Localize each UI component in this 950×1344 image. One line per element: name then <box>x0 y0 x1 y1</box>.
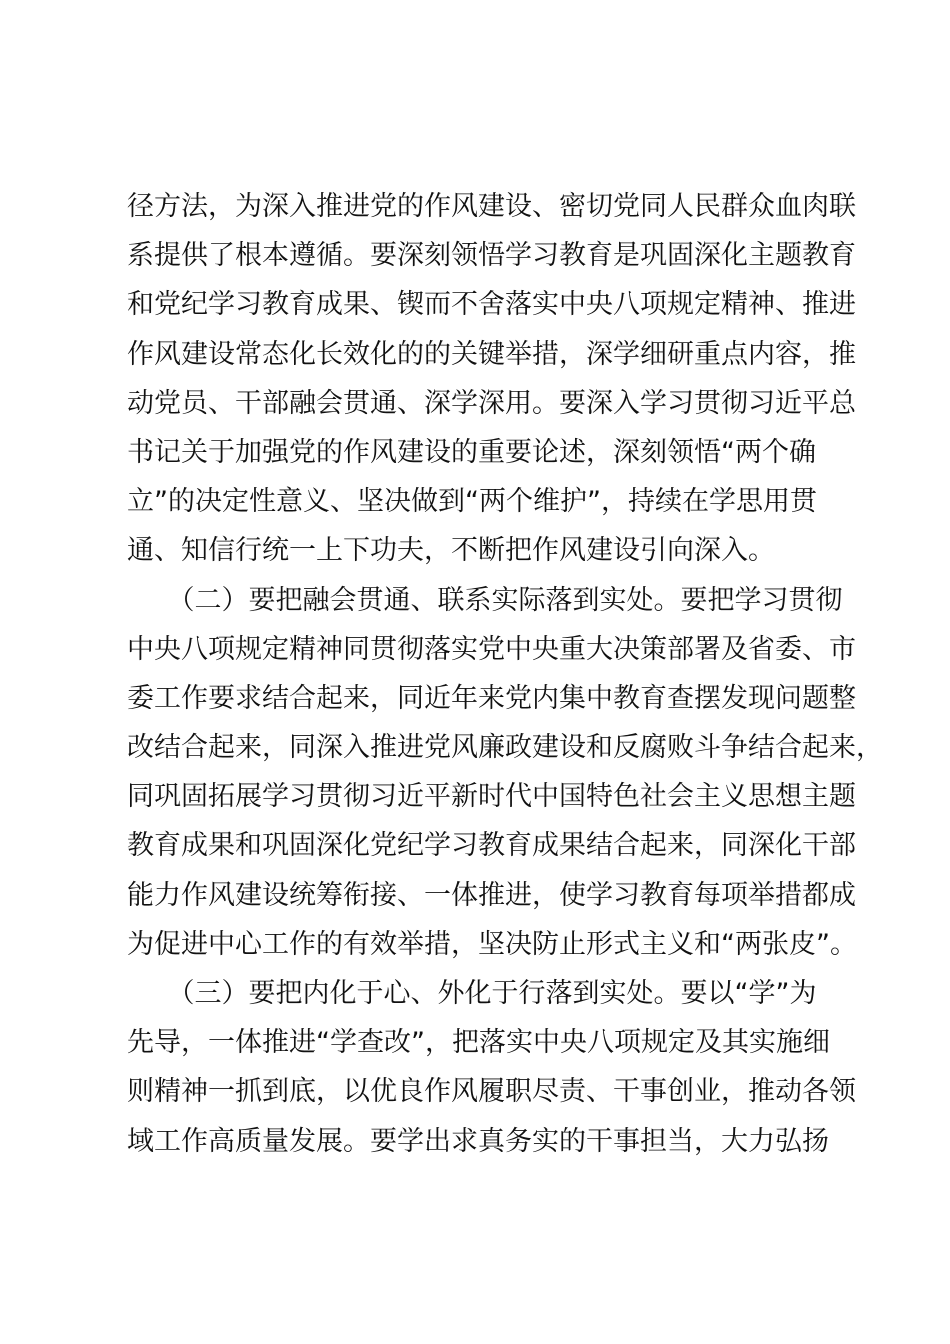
text-line: 改结合起来，同深入推进党风廉政建设和反腐败斗争结合起来， <box>127 732 883 764</box>
text-line: 系提供了根本遵循。要深刻领悟学习教育是巩固深化主题教育 <box>127 240 856 272</box>
text-line: 书记关于加强党的作风建设的重要论述，深刻领悟“两个确 <box>127 436 816 468</box>
text-line: （二）要把融会贯通、联系实际落到实处。要把学习贯彻 <box>127 584 843 616</box>
text-line: 先导，一体推进“学查改”，把落实中央八项规定及其实施细 <box>127 1027 830 1059</box>
text-line: 同巩固拓展学习贯彻习近平新时代中国特色社会主义思想主题 <box>127 781 856 813</box>
text-line: 为促进中心工作的有效举措，坚决防止形式主义和“两张皮”。 <box>127 928 857 960</box>
text-line: 能力作风建设统筹衔接、一体推进，使学习教育每项举措都成 <box>127 879 856 911</box>
text-line: 通、知信行统一上下功夫，不断把作风建设引向深入。 <box>127 535 775 567</box>
body-text <box>127 182 883 1166</box>
text-line: 域工作高质量发展。要学出求真务实的干事担当，大力弘扬 <box>127 1125 829 1157</box>
text-line: 教育成果和巩固深化党纪学习教育成果结合起来，同深化干部 <box>127 830 856 862</box>
text-line: 动党员、干部融会贯通、深学深用。要深入学习贯彻习近平总 <box>127 387 856 419</box>
text-line: 则精神一抓到底，以优良作风履职尽责、干事创业，推动各领 <box>127 1076 856 1108</box>
text-line: （三）要把内化于心、外化于行落到实处。要以“学”为 <box>127 978 817 1009</box>
text-line: 委工作要求结合起来，同近年来党内集中教育查摆发现问题整 <box>127 682 856 714</box>
text-line: 和党纪学习教育成果、锲而不舍落实中央八项规定精神、推进 <box>127 289 856 321</box>
text-line: 立”的决定性意义、坚决做到“两个维护”，持续在学思用贯 <box>127 486 817 518</box>
text-line: 径方法，为深入推进党的作风建设、密切党同人民群众血肉联 <box>127 191 856 222</box>
text-line: 作风建设常态化长效化的的关键举措，深学细研重点内容，推 <box>127 338 856 370</box>
text-line: 中央八项规定精神同贯彻落实党中央重大决策部署及省委、市 <box>127 633 856 665</box>
